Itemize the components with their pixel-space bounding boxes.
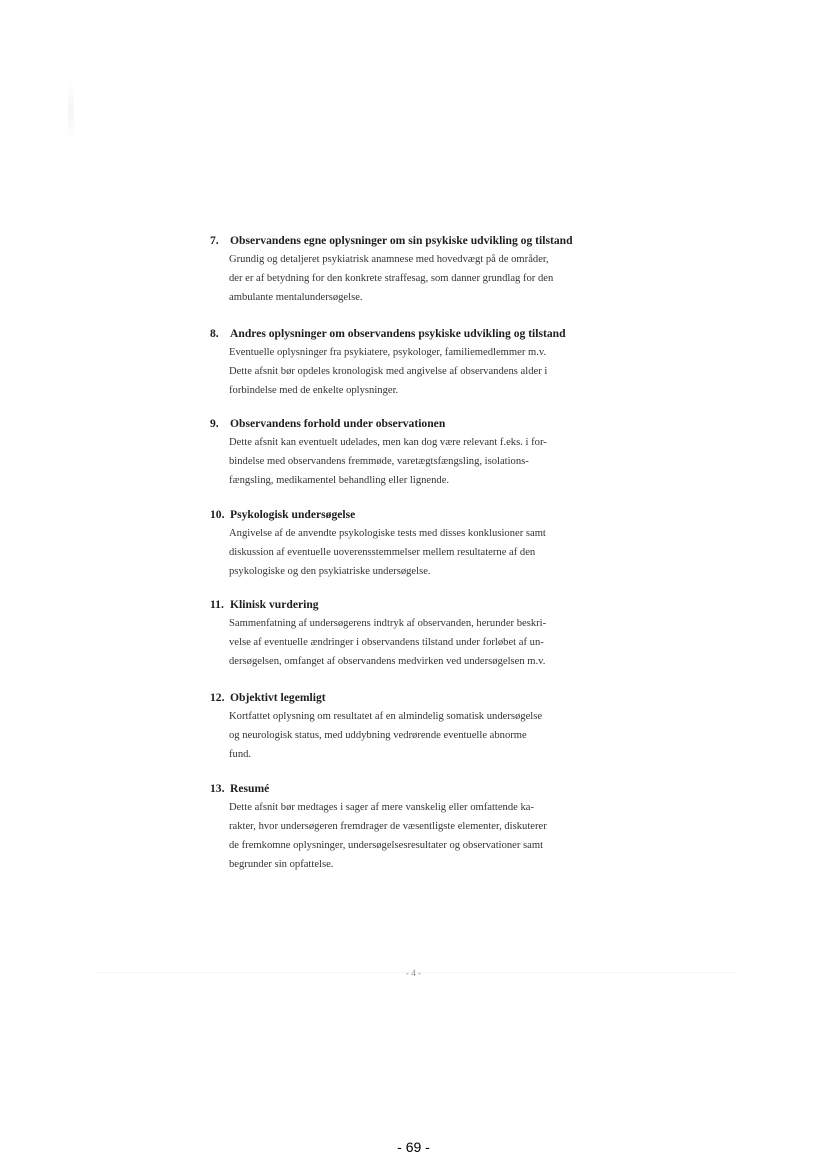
section-body — [229, 524, 630, 581]
body-line: Grundig og detaljeret psykiatrisk anamnese med hovedvægt på de områder, — [229, 254, 549, 265]
section-body — [229, 343, 630, 400]
body-line: Angivelse af de anvendte psykologiske tests med disses konklusioner samt — [229, 528, 546, 539]
section-number: 8. — [210, 327, 219, 340]
section-13 — [210, 780, 630, 874]
section-title: Psykologisk undersøgelse — [230, 508, 356, 521]
section-heading — [210, 780, 630, 798]
body-line: rakter, hvor undersøgeren fremdrager de væsentligste elementer, diskuterer — [229, 821, 547, 832]
body-line: Eventuelle oplysninger fra psykiatere, psykologer, familiemedlemmer m.v. — [229, 347, 547, 358]
body-line: Dette afsnit kan eventuelt udelades, men kan dog være relevant f.eks. i for- — [229, 437, 547, 448]
body-line: Dette afsnit bør medtages i sager af mere vanskelig eller omfattende ka- — [229, 802, 535, 813]
section-number: 12. — [210, 691, 225, 704]
body-line: Dette afsnit bør opdeles kronologisk med angivelse af observandens alder i — [229, 366, 548, 377]
body-line: begrunder sin opfattelse. — [229, 859, 334, 870]
section-title: Objektivt legemligt — [230, 691, 326, 704]
body-line: der er af betydning for den konkrete straffesag, som danner grundlag for den — [229, 273, 554, 284]
section-list — [210, 232, 630, 874]
body-line: dersøgelsen, omfanget af observandens medvirken ved undersøgelsen m.v. — [229, 656, 546, 667]
section-7 — [210, 232, 630, 307]
section-title: Resumé — [230, 782, 270, 795]
body-line: de fremkomne oplysninger, undersøgelsesresultater og observationer samt — [229, 840, 544, 851]
section-title: Klinisk vurdering — [230, 598, 319, 611]
section-title: Observandens egne oplysninger om sin psykiske udvikling og tilstand — [230, 234, 573, 247]
section-body — [229, 250, 630, 307]
section-heading — [210, 506, 630, 524]
section-9 — [210, 415, 630, 490]
body-line: fængsling, medikamentel behandling eller lignende. — [229, 475, 450, 486]
section-number: 11. — [210, 598, 224, 611]
section-heading — [210, 232, 630, 250]
section-body — [229, 614, 630, 671]
body-line: diskussion af eventuelle uoverensstemmelser mellem resultaterne af den — [229, 547, 536, 558]
body-line: fund. — [229, 749, 252, 760]
section-body — [229, 707, 630, 764]
section-11 — [210, 596, 630, 671]
section-heading — [210, 325, 630, 343]
section-10 — [210, 506, 630, 581]
inner-page-number: - 4 - — [406, 968, 421, 978]
body-line: Kortfattet oplysning om resultatet af en almindelig somatisk undersøgelse — [229, 711, 543, 722]
section-title: Andres oplysninger om observandens psykiske udvikling og tilstand — [230, 327, 566, 340]
section-body — [229, 798, 630, 874]
section-12 — [210, 689, 630, 764]
section-number: 10. — [210, 508, 225, 521]
body-line: og neurologisk status, med uddybning vedrørende eventuelle abnorme — [229, 730, 527, 741]
section-number: 9. — [210, 417, 219, 430]
section-heading — [210, 415, 630, 433]
body-line: bindelse med observandens fremmøde, varetægtsfængsling, isolations- — [229, 456, 529, 467]
body-line: ambulante mentalundersøgelse. — [229, 292, 363, 303]
body-line: velse af eventuelle ændringer i observandens tilstand under forløbet af un- — [229, 637, 544, 648]
page-number: - 69 - — [397, 1139, 430, 1155]
section-heading — [210, 596, 630, 614]
body-line: forbindelse med de enkelte oplysninger. — [229, 385, 399, 396]
section-title: Observandens forhold under observationen — [230, 417, 446, 430]
body-line: Sammenfatning af undersøgerens indtryk af observanden, herunder beskri- — [229, 618, 547, 629]
section-number: 13. — [210, 782, 225, 795]
section-number: 7. — [210, 234, 219, 247]
section-heading — [210, 689, 630, 707]
scan-artifact — [68, 80, 74, 140]
section-body — [229, 433, 630, 490]
body-line: psykologiske og den psykiatriske undersøgelse. — [229, 566, 431, 577]
section-8 — [210, 325, 630, 400]
